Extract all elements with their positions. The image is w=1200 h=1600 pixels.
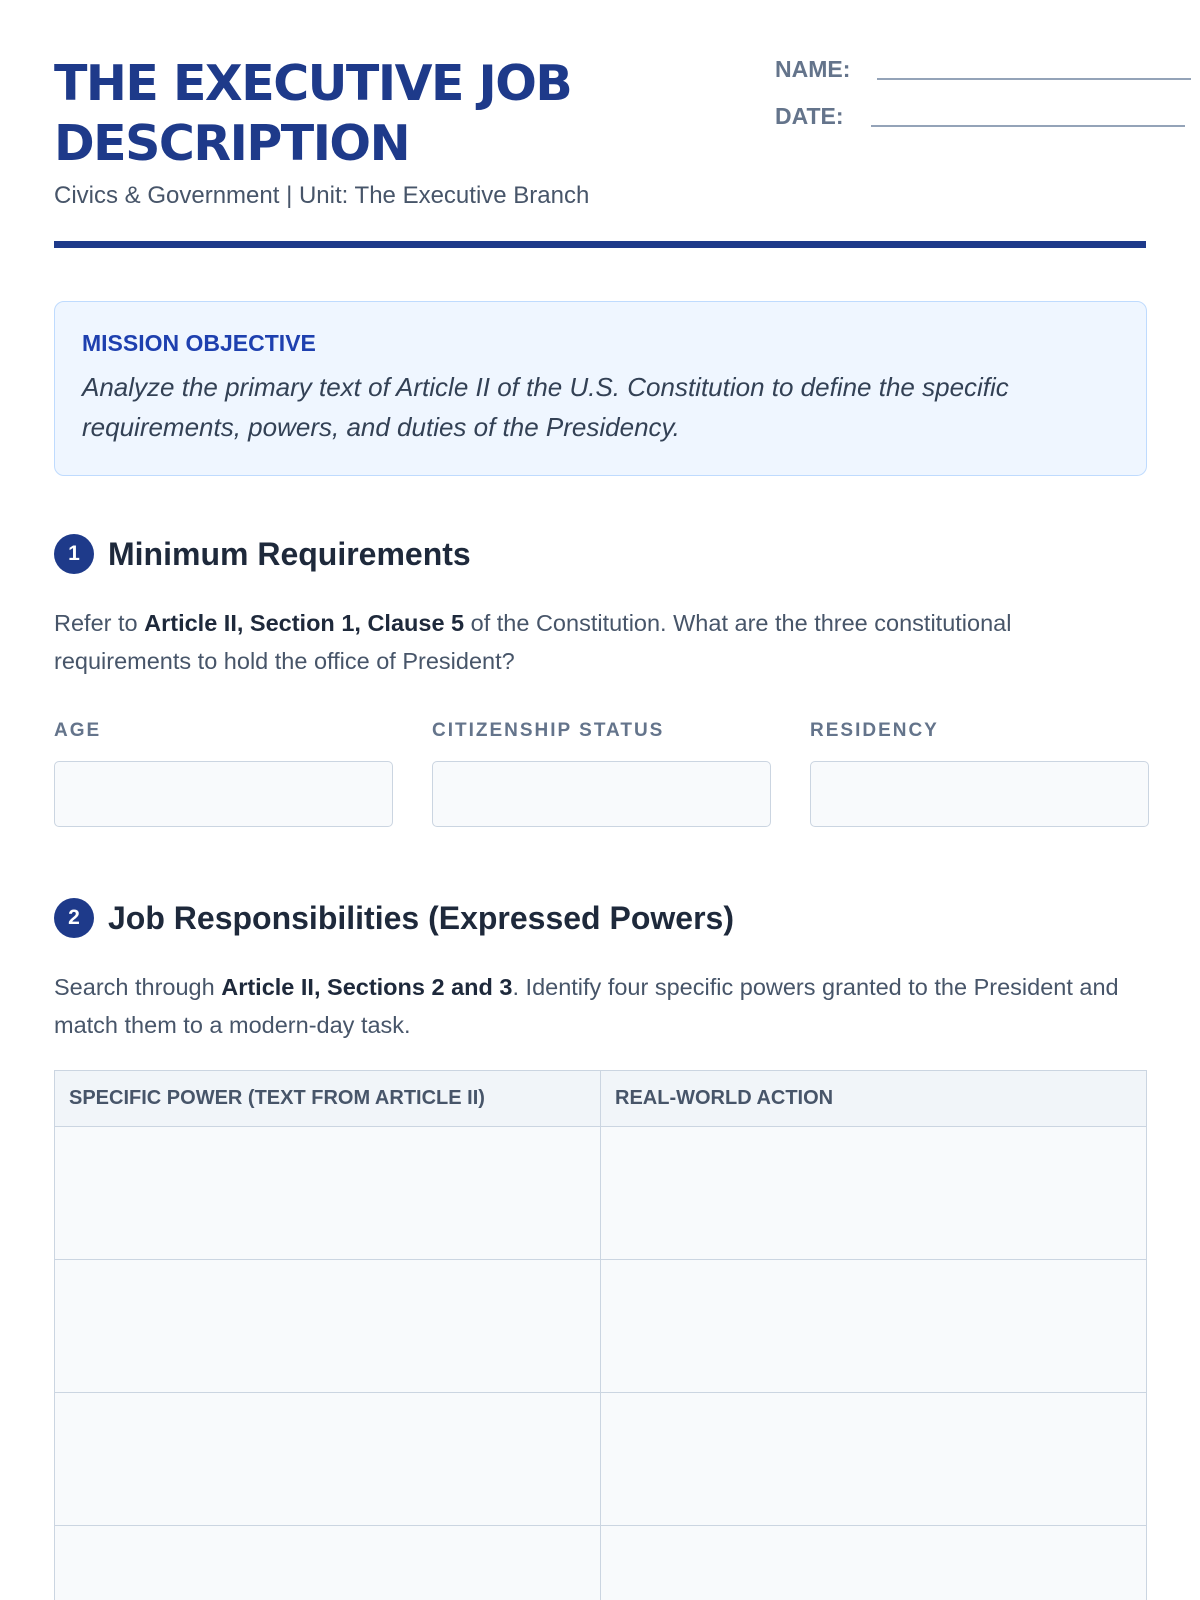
power-cell[interactable] — [55, 1260, 601, 1393]
worksheet-header — [54, 0, 1146, 248]
date-row — [775, 103, 1185, 130]
page-title: THE EXECUTIVE JOB DESCRIPTION — [54, 55, 572, 172]
prompt-text: Search through — [54, 974, 222, 1000]
table-row — [55, 1260, 1147, 1393]
section-title: Minimum Requirements — [108, 535, 471, 572]
residency-input[interactable] — [810, 761, 1149, 827]
field-label-residency: RESIDENCY — [810, 720, 939, 741]
prompt-reference: Article II, Section 1, Clause 5 — [144, 610, 465, 636]
table-header-row — [55, 1071, 1147, 1127]
powers-table — [54, 1070, 1147, 1600]
action-cell[interactable] — [601, 1393, 1147, 1526]
power-cell[interactable] — [55, 1127, 601, 1260]
section-1-header — [54, 534, 471, 574]
objective-title: MISSION OBJECTIVE — [82, 330, 316, 356]
date-label: DATE: — [775, 103, 844, 129]
action-cell[interactable] — [601, 1127, 1147, 1260]
section-2-prompt — [54, 968, 1147, 1044]
prompt-reference: Article II, Sections 2 and 3 — [221, 974, 513, 1000]
prompt-text: . Identify four specific powers granted to the President and match them to a modern-day task. — [54, 974, 1119, 1038]
field-label-age: AGE — [54, 720, 102, 741]
name-field[interactable] — [877, 78, 1191, 80]
date-field[interactable] — [871, 125, 1185, 127]
power-cell[interactable] — [55, 1393, 601, 1526]
name-label: NAME: — [775, 56, 851, 82]
course-subtitle: Civics & Government | Unit: The Executive Branch — [54, 182, 590, 209]
field-label-citizenship: CITIZENSHIP STATUS — [432, 720, 665, 741]
section-number-badge: 1 — [54, 534, 94, 574]
citizenship-input[interactable] — [432, 761, 771, 827]
power-cell[interactable] — [55, 1526, 601, 1600]
objective-text: Analyze the primary text of Article II of the U.S. Constitution to define the specific requirements, powers, and duties of the Presidency. — [82, 372, 1009, 442]
column-header-specific-power: SPECIFIC POWER (TEXT FROM ARTICLE II) — [55, 1071, 601, 1127]
section-title: Job Responsibilities (Expressed Powers) — [108, 899, 734, 936]
column-header-real-world-action: REAL-WORLD ACTION — [601, 1071, 1147, 1127]
age-input[interactable] — [54, 761, 393, 827]
prompt-text: Refer to — [54, 610, 145, 636]
action-cell[interactable] — [601, 1260, 1147, 1393]
mission-objective-box — [54, 301, 1147, 476]
section-number-badge: 2 — [54, 898, 94, 938]
prompt-text: of the Constitution. What are the three constitutional requirements to hold the office of President? — [54, 610, 1012, 674]
section-1-prompt — [54, 604, 1147, 680]
name-row — [775, 56, 1191, 83]
table-row — [55, 1526, 1147, 1600]
section-2-header — [54, 898, 734, 938]
table-row — [55, 1393, 1147, 1526]
action-cell[interactable] — [601, 1526, 1147, 1600]
table-row — [55, 1127, 1147, 1260]
